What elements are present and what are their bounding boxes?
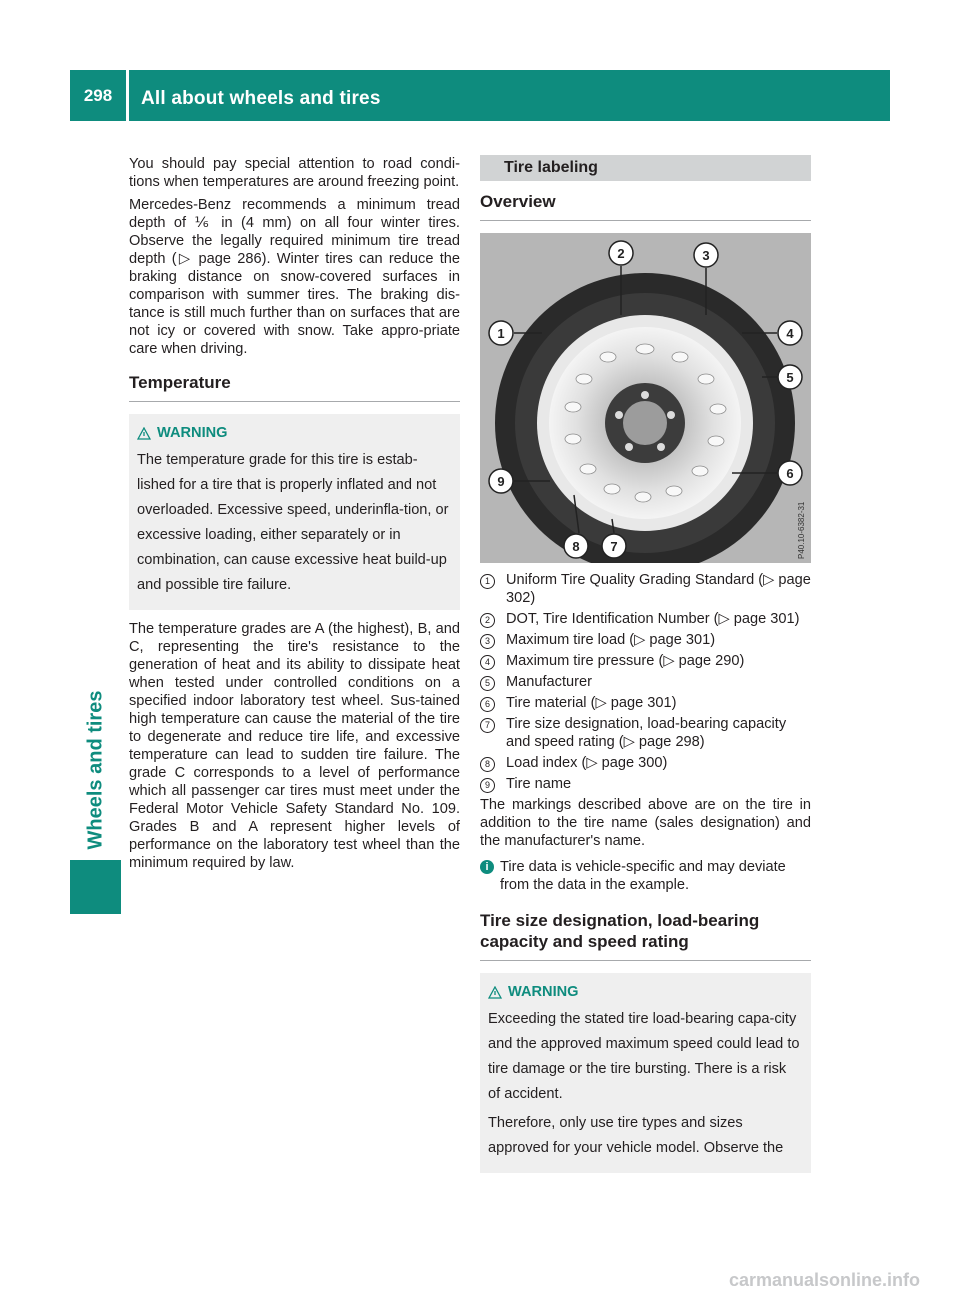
callout-1: [489, 321, 513, 345]
legend-item: 4 Maximum tire pressure (▷ page 290): [480, 652, 811, 670]
load-warning-box: [480, 973, 811, 1173]
warning-triangle-icon: [137, 427, 151, 440]
temperature-heading: Temperature: [129, 372, 460, 402]
callout-4: [778, 321, 802, 345]
info-icon: i: [480, 860, 494, 874]
temperature-grades-paragraph: The temperature grades are A (the highest), B, and C, representing the tire's resistance to the generation of heat and its ability to dissipate heat when tested under controlled conditions on a specified indoor laboratory test wheel. Sus-tained high temperature can cause the material of the tire to degenerate and reduce tire life, and excessive temperature can lead to sudden tire failure. The grade C corresponds to a level of performance which all passenger car tires must meet under the Federal Motor Vehicle Safety Standard No. 109. Grades B and A represent higher levels of performance on the laboratory test wheel than the minimum required by law.: [129, 621, 460, 871]
size-designation-heading: Tire size designation, load-bearing capacity and speed rating: [480, 910, 811, 961]
svg-text:8: 8: [572, 539, 580, 554]
warning-text: The temperature grade for this tire is estab-lished for a tire that is properly inflated and not overloaded. Excessive speed, underinfla-tion, or excessive loading, either separately or in combination, can cause excessive heat build-up and possible tire failure.: [137, 452, 449, 593]
legend-item: 2 DOT, Tire Identification Number (▷ page 301): [480, 610, 811, 628]
callout-7: [602, 534, 626, 558]
legend-list: [480, 571, 811, 793]
callout-5: [778, 365, 802, 389]
warning-triangle-icon: [488, 986, 502, 999]
side-tab-marker: [70, 860, 121, 914]
temperature-warning-box: [129, 414, 460, 610]
page-number: 298: [83, 85, 113, 105]
warning-label: WARNING: [508, 984, 579, 1000]
legend-item: 5 Manufacturer: [480, 673, 811, 691]
legend-item: 8 Load index (▷ page 300): [480, 754, 811, 772]
watermark: carmanualsonline.info: [728, 1270, 920, 1290]
callout-9: [489, 469, 513, 493]
svg-text:6: 6: [786, 466, 794, 481]
svg-text:5: 5: [786, 370, 794, 385]
svg-text:3: 3: [702, 248, 710, 263]
tire-illustration: [480, 233, 811, 563]
warning-text: Exceeding the stated tire load-bearing capa-city and the approved maximum speed could lead to tire damage or the tire bursting. There is a risk of accident.: [488, 1011, 800, 1102]
svg-text:2: 2: [617, 246, 625, 261]
warning-label: WARNING: [157, 425, 228, 441]
svg-text:4: 4: [786, 326, 794, 341]
header-divider: [126, 70, 129, 121]
left-column: [129, 155, 460, 877]
markings-paragraph: The markings described above are on the tire in addition to the tire name (sales designation) and the manufacturer's name.: [480, 797, 811, 849]
svg-text:7: 7: [610, 539, 618, 554]
svg-text:1: 1: [497, 326, 505, 341]
callout-2: [609, 241, 633, 265]
warning-text-continued: Therefore, only use tire types and sizes approved for your vehicle model. Observe the: [488, 1115, 784, 1156]
legend-item: 1 Uniform Tire Quality Grading Standard (▷ page 302): [480, 571, 811, 607]
info-text: Tire data is vehicle-specific and may deviate from the data in the example.: [500, 859, 786, 893]
legend-item: 3 Maximum tire load (▷ page 301): [480, 631, 811, 649]
side-tab-label: Wheels and tires: [84, 690, 107, 850]
legend-item: 7 Tire size designation, load-bearing capacity and speed rating (▷ page 298): [480, 715, 811, 751]
legend-item: 9 Tire name: [480, 775, 811, 793]
overview-heading: Overview: [480, 191, 811, 221]
info-note: [480, 858, 811, 894]
legend-item: 6 Tire material (▷ page 301): [480, 694, 811, 712]
intro-paragraph: You should pay special attention to road condi-tions when temperatures are around freezing point.: [129, 156, 460, 190]
page-title: All about wheels and tires: [141, 88, 381, 109]
callout-3: [694, 243, 718, 267]
tire-labeling-heading: Tire labeling: [480, 155, 811, 181]
right-column: [480, 155, 811, 1183]
tire-diagram: [480, 233, 811, 563]
figure-code: P40.10-6382-31: [797, 501, 806, 559]
tread-depth-paragraph: Mercedes-Benz recommends a minimum tread depth of ⅙ in (4 mm) on all four winter tires. Observe the legally required minimum tire tread depth (▷ page 286). Winter tires can reduce the braking distance on snow-covered surfaces in comparison with summer tires. The braking dis-tance is still much further than on surfaces that are not icy or covered with snow. Take appro-priate care when driving.: [129, 197, 460, 357]
callout-6: [778, 461, 802, 485]
svg-text:9: 9: [497, 474, 505, 489]
callout-8: [564, 534, 588, 558]
